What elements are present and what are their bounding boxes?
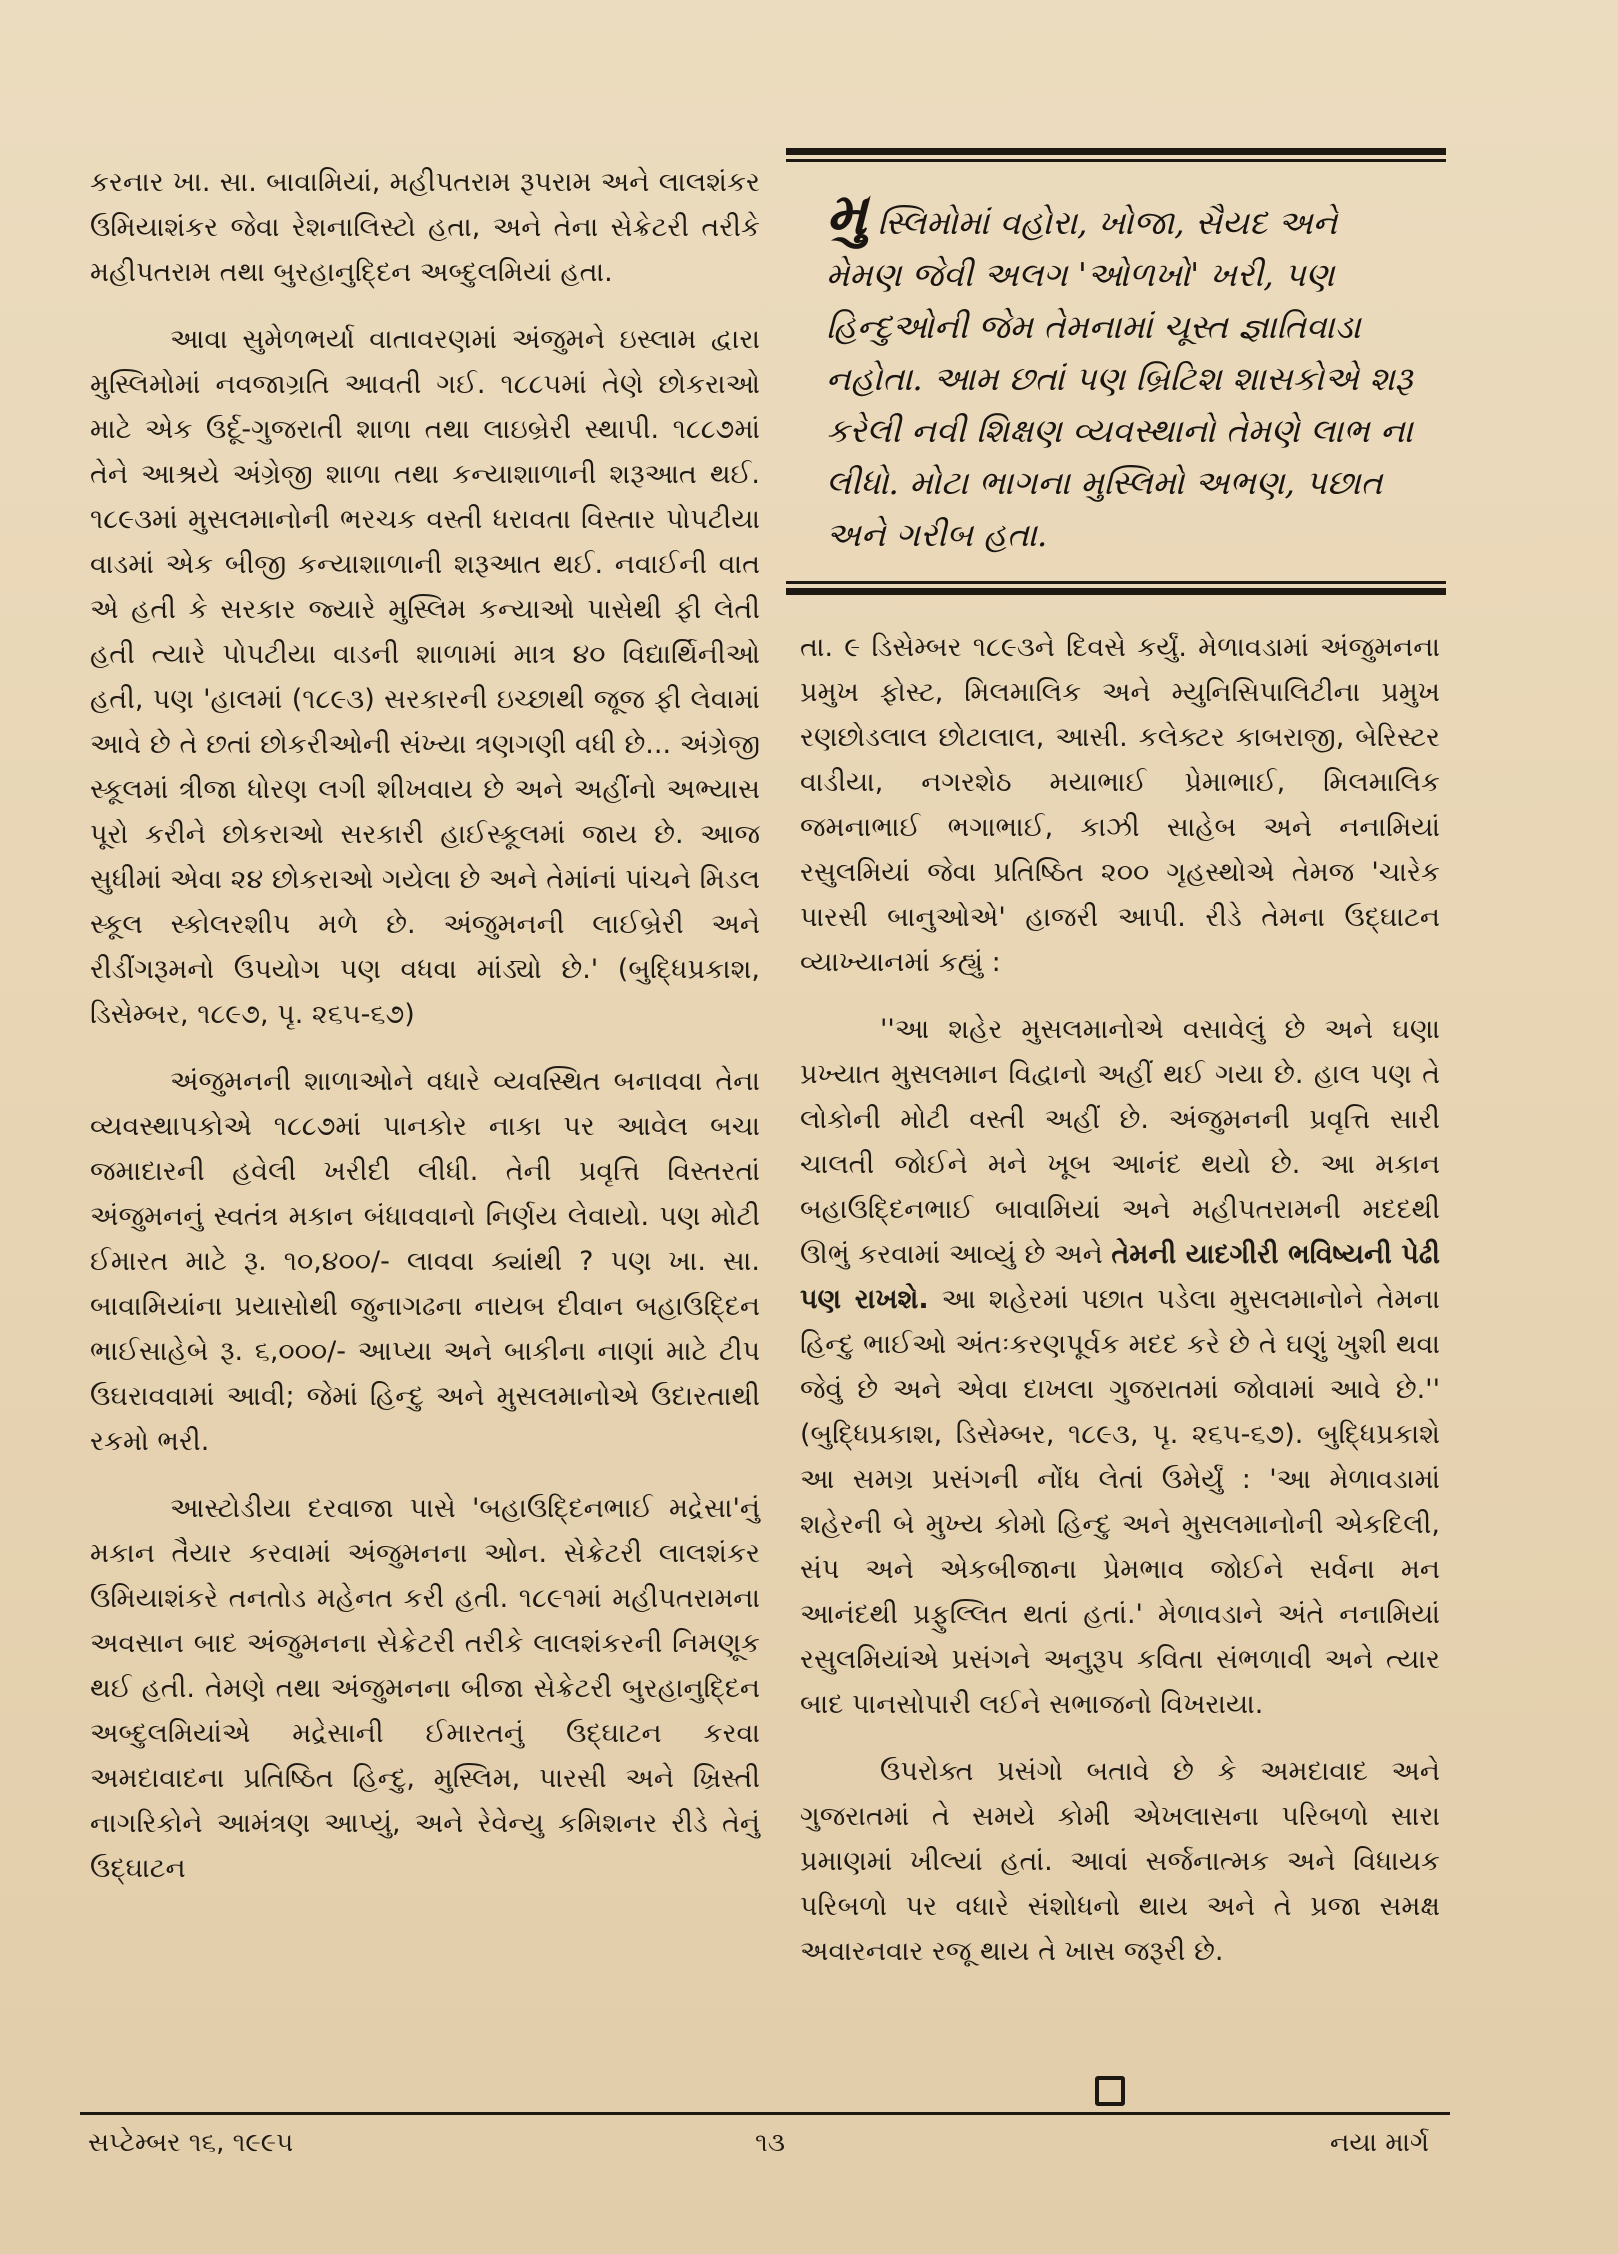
pull-quote-top-rule xyxy=(786,148,1446,162)
footer-page-number: ૧૩ xyxy=(755,2128,786,2158)
paragraph: કરનાર ખા. સા. બાવામિયાં, મહીપતરામ રૂપરામ અને લાલશંકર ઉમિયાશંકર જેવા રેશનાલિસ્ટો હતા, અને તેના સેક્રેટરી તરીકે મહીપતરામ તથા બુરહાનુદ્દિન અબ્દુલમિયાં હતા. xyxy=(90,167,760,288)
quote-text: ''આ શહેર મુસલમાનોએ વસાવેલું છે અને ઘણા પ્રખ્યાત મુસલમાન વિદ્વાનો અહીં થઈ ગયા છે. હાલ પણ તે લોકોની મોટી વસ્તી અહીં છે. અંજુમનની પ્રવૃત્તિ સારી ચાલતી જોઈને મને ખૂબ આનંદ થયો છે. આ મકાન બહાઉદ્દિનભાઈ બાવામિયાં અને મહીપતરામની મદદથી ઊભું કરવામાં આવ્યું છે અને xyxy=(800,1014,1440,1270)
quote-text-continued: આ શહેરમાં પછાત પડેલા મુસલમાનોને તેમના હિન્દુ ભાઈઓ અંતઃકરણપૂર્વક મદદ કરે છે તે ઘણું ખુશી થવા જેવું છે અને એવા દાખલા ગુજરાતમાં જોવામાં આવે છે.'' (બુદ્ધિપ્રકાશ, ડિસેમ્બર, ૧૮૯૩, પૃ. ૨૬૫-૬૭). બુદ્ધિપ્રકાશે આ સમગ્ર પ્રસંગની નોંધ લેતાં ઉમેર્યું : 'આ મેળાવડામાં શહેરની બે મુખ્ય કોમો હિન્દુ અને મુસલમાનોની એકદિલી, સંપ અને એકબીજાના પ્રેમભાવ જોઈને સર્વના મન આનંદથી પ્રફુલ્લિત થતાં હતાં.' મેળાવડાને અંતે નનામિયાં રસુલમિયાંએ પ્રસંગને અનુરૂપ કવિતા સંભળાવી અને ત્યાર બાદ પાનસોપારી લઈને સભાજનો વિખરાયા. xyxy=(800,1284,1441,1720)
end-of-article-square-icon xyxy=(1095,2076,1125,2106)
pull-quote-bottom-rule xyxy=(786,581,1446,595)
pull-quote-box xyxy=(786,148,1446,595)
quote-paragraph xyxy=(800,1007,1440,1727)
paragraph: અંજુમનની શાળાઓને વધારે વ્યવસ્થિત બનાવવા તેના વ્યવસ્થાપકોએ ૧૮૮૭માં પાનકોર નાકા પર આવેલ બચા જમાદારની હવેલી ખરીદી લીધી. તેની પ્રવૃત્તિ વિસ્તરતાં અંજુમનનું સ્વતંત્ર મકાન બંધાવવાનો નિર્ણય લેવાયો. પણ મોટી ઈમારત માટે રૂ. ૧૦,૪૦૦/- લાવવા ક્યાંથી ? પણ ખા. સા. બાવામિયાંના પ્રયાસોથી જુનાગઢના નાયબ દીવાન બહાઉદ્દિન ભાઈસાહેબે રૂ. ૬,૦૦૦/- આપ્યા અને બાકીના નાણાં માટે ટીપ ઉઘરાવવામાં આવી; જેમાં હિન્દુ અને મુસલમાનોએ ઉદારતાથી રકમો ભરી. xyxy=(90,1066,760,1457)
paragraph: આસ્ટોડીયા દરવાજા પાસે 'બહાઉદ્દિનભાઈ મદ્રેસા'નું મકાન તૈયાર કરવામાં અંજુમનના ઓન. સેક્રેટરી લાલશંકર ઉમિયાશંકરે તનતોડ મહેનત કરી હતી. ૧૮૯૧માં મહીપતરામના અવસાન બાદ અંજુમનના સેક્રેટરી તરીકે લાલશંકરની નિમણૂક થઈ હતી. તેમણે તથા અંજુમનના બીજા સેક્રેટરી બુરહાનુદ્દિન અબ્દુલમિયાંએ મદ્રેસાની ઈમારતનું ઉદ્ઘાટન કરવા અમદાવાદના પ્રતિષ્ઠિત હિન્દુ, મુસ્લિમ, પારસી અને ખ્રિસ્તી નાગરિકોને આમંત્રણ આપ્યું, અને રેવેન્યુ કમિશનર રીડે તેનું ઉદ્ઘાટન xyxy=(90,1493,760,1884)
paragraph: આવા સુમેળભર્યા વાતાવરણમાં અંજુમને ઇસ્લામ દ્વારા મુસ્લિમોમાં નવજાગ્રતિ આવતી ગઈ. ૧૮૮૫માં તેણે છોકરાઓ માટે એક ઉર્દૂ-ગુજરાતી શાળા તથા લાઇબ્રેરી સ્થાપી. ૧૮૮૭માં તેને આશ્રયે અંગ્રેજી શાળા તથા કન્યાશાળાની શરૂઆત થઈ. ૧૮૯૩માં મુસલમાનોની ભરચક વસ્તી ધરાવતા વિસ્તાર પોપટીયા વાડમાં એક બીજી કન્યાશાળાની શરૂઆત થઈ. નવાઈની વાત એ હતી કે સરકાર જ્યારે મુસ્લિમ કન્યાઓ પાસેથી ફી લેતી હતી ત્યારે પોપટીયા વાડની શાળામાં માત્ર ૪૦ વિદ્યાર્થિનીઓ હતી, પણ 'હાલમાં (૧૮૯૩) સરકારની ઇચ્છાથી જૂજ ફી લેવામાં આવે છે તે છતાં છોકરીઓની સંખ્યા ત્રણગણી વધી છે... અંગ્રેજી સ્કૂલમાં ત્રીજા ધોરણ લગી શીખવાય છે અને અહીંનો અભ્યાસ પૂરો કરીને છોકરાઓ સરકારી હાઈસ્કૂલમાં જાય છે. આજ સુધીમાં એવા ૨૪ છોકરાઓ ગયેલા છે અને તેમાંનાં પાંચને મિડલ સ્કૂલ સ્કોલરશીપ મળે છે. અંજુમનની લાઈબ્રેરી અને રીડીંગરૂમનો ઉપયોગ પણ વધવા માંડ્યો છે.' (બુદ્ધિપ્રકાશ, ડિસેમ્બર, ૧૮૯૭, પૃ. ૨૬૫-૬૭) xyxy=(90,324,760,1030)
paragraph: તા. ૯ ડિસેમ્બર ૧૮૯૩ને દિવસે કર્યું. મેળાવડામાં અંજુમનના પ્રમુખ ફોસ્ટ, મિલમાલિક અને મ્યુનિસિપાલિટીના પ્રમુખ રણછોડલાલ છોટાલાલ, આસી. કલેક્ટર કાબરાજી, બેરિસ્ટર વાડીયા, નગરશેઠ મયાભાઈ પ્રેમાભાઈ, મિલમાલિક જમનાભાઈ ભગાભાઈ, કાઝી સાહેબ અને નનામિયાં રસુલમિયાં જેવા પ્રતિષ્ઠિત ૨૦૦ ગૃહસ્થોએ તેમજ 'ચારેક પારસી બાનુઓએ' હાજરી આપી. રીડે તેમના ઉદ્ઘાટન વ્યાખ્યાનમાં કહ્યું : xyxy=(800,632,1440,978)
footer-rule xyxy=(80,2112,1450,2115)
left-column xyxy=(90,160,760,1913)
paragraph: ઉપરોક્ત પ્રસંગો બતાવે છે કે અમદાવાદ અને ગુજરાતમાં તે સમયે કોમી એખલાસના પરિબળો સારા પ્રમાણમાં ખીલ્યાં હતાં. આવાં સર્જનાત્મક અને વિધાયક પરિબળો પર વધારે સંશોધનો થાય અને તે પ્રજા સમક્ષ અવારનવાર રજૂ થાય તે ખાસ જરૂરી છે. xyxy=(800,1756,1440,1967)
pull-quote xyxy=(786,162,1446,581)
right-column xyxy=(800,625,1440,1996)
quote-bold-text: તેમની યાદગીરી ભવિષ્યની પેઢી પણ રાખશે. xyxy=(800,1239,1440,1315)
footer-date: સપ્ટેમ્બર ૧૬, ૧૯૯૫ xyxy=(88,2128,294,2158)
footer-publication: નયા માર્ગ xyxy=(1330,2128,1430,2158)
pull-quote-drop-letter: મુ xyxy=(826,180,867,248)
pull-quote-text: સ્લિમોમાં વહોરા, ખોજા, સૈયદ અને મેમણ જેવી અલગ 'ઓળખો' ખરી, પણ હિન્દુઓની જેમ તેમનામાં ચૂસ્ત જ્ઞાતિવાડા નહોતા. આમ છતાં પણ બ્રિટિશ શાસકોએ શરૂ કરેલી નવી શિક્ષણ વ્યવસ્થાનો તેમણે લાભ ના લીધો. મોટા ભાગના મુસ્લિમો અભણ, પછાત અને ગરીબ હતા. xyxy=(826,203,1413,554)
